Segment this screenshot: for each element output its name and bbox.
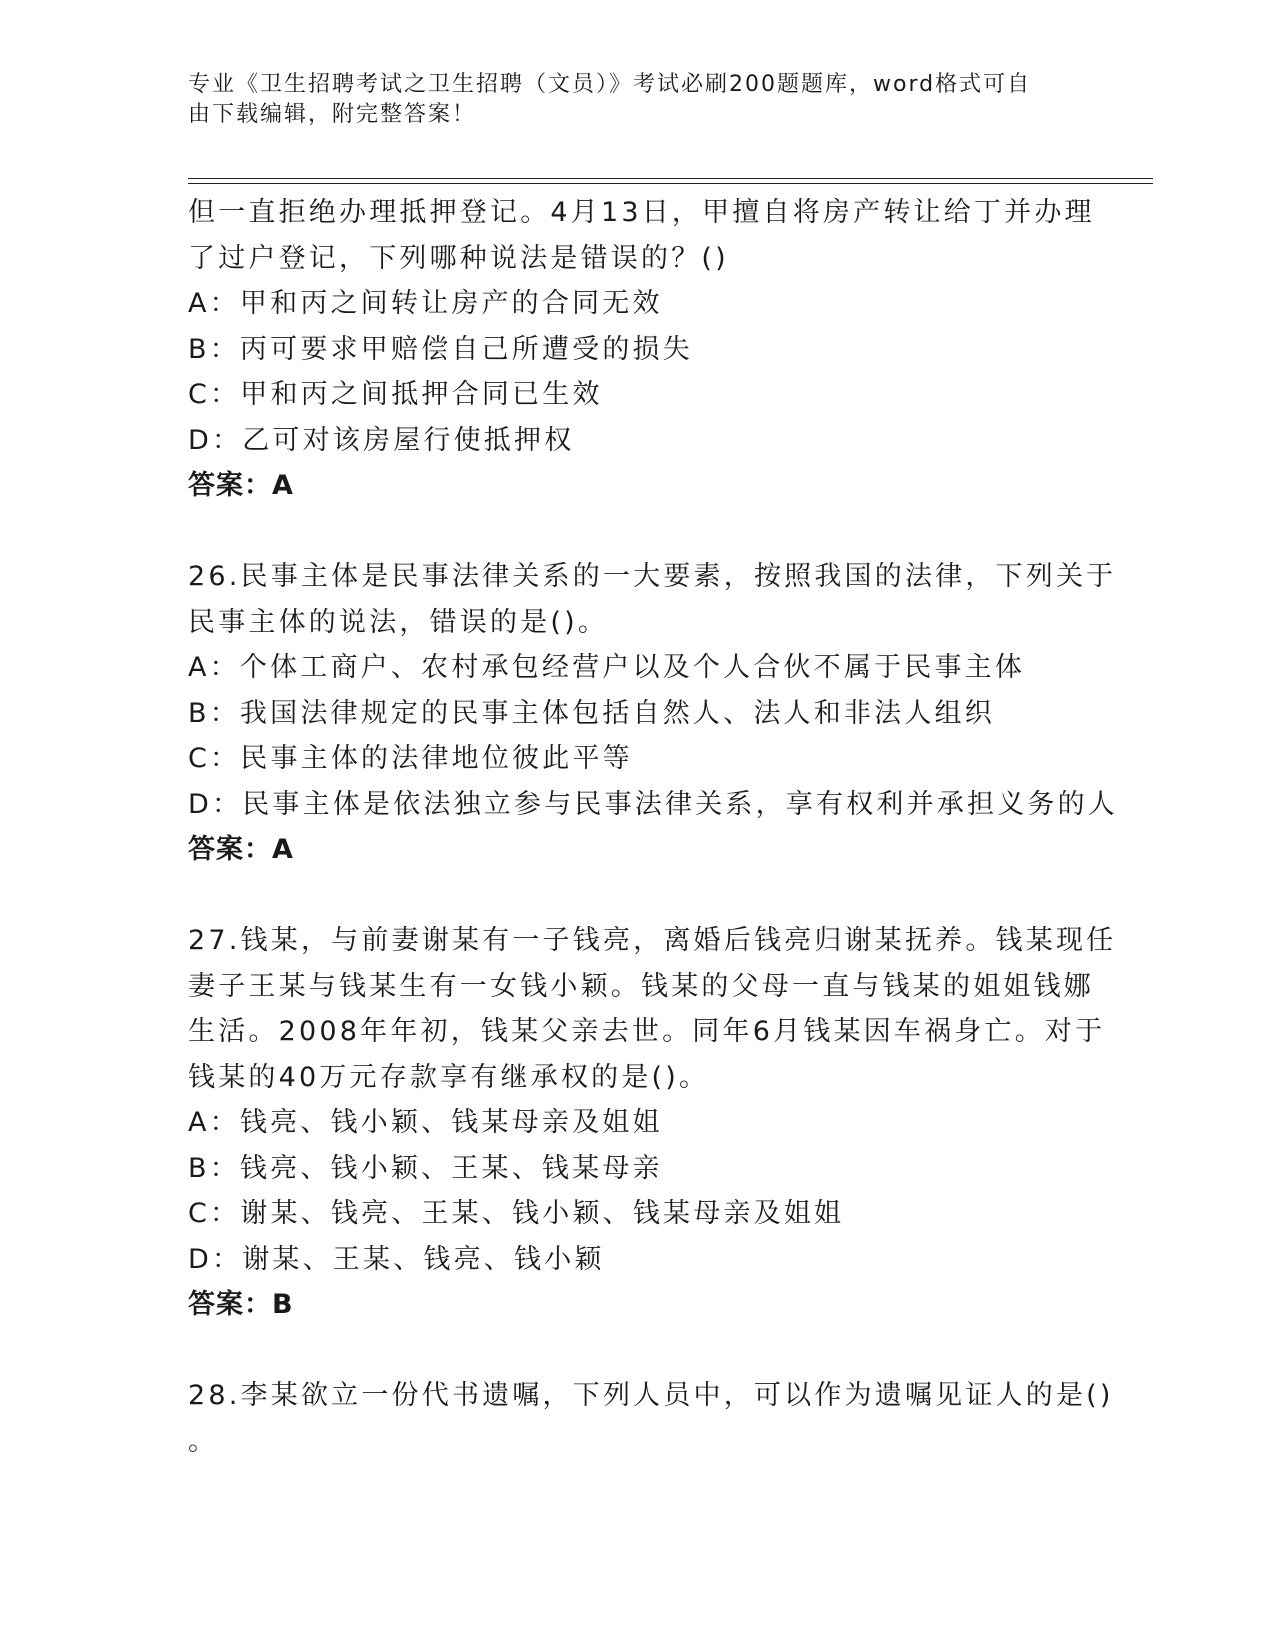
option-c: C：谢某、钱亮、王某、钱小颖、钱某母亲及姐姐 (188, 1198, 845, 1229)
option-b: B：我国法律规定的民事主体包括自然人、法人和非法人组织 (188, 697, 995, 729)
question-text-line: 民事主体的说法，错误的是()。 (188, 606, 609, 638)
question-27 (188, 918, 1117, 1328)
header-divider-top (188, 178, 1153, 179)
question-25 (188, 190, 1095, 509)
option-c: C：民事主体的法律地位彼此平等 (188, 743, 633, 774)
option-b: B：钱亮、钱小颖、王某、钱某母亲 (188, 1152, 663, 1184)
answer: 答案：A (188, 470, 294, 501)
header-title-line-2: 由下载编辑，附完整答案！ (188, 102, 477, 127)
question-text-line: 27.钱某，与前妻谢某有一子钱亮，离婚后钱亮归谢某抚养。钱某现任 (188, 925, 1117, 956)
question-text-line: 钱某的40万元存款享有继承权的是()。 (188, 1061, 710, 1093)
question-text-line: 生活。2008年年初，钱某父亲去世。同年6月钱某因车祸身亡。对于 (188, 1016, 1106, 1047)
question-text-line: 28.李某欲立一份代书遗嘱，下列人员中，可以作为遗嘱见证人的是() (188, 1380, 1114, 1411)
option-a: A：钱亮、钱小颖、钱某母亲及姐姐 (188, 1107, 663, 1138)
option-d: D：谢某、王某、钱亮、钱小颖 (188, 1243, 605, 1275)
header-divider-bottom (188, 183, 1153, 184)
answer: 答案：A (188, 834, 294, 865)
spacer (188, 873, 1088, 919)
question-26 (188, 554, 1118, 873)
question-list (188, 190, 1118, 1464)
question-text-line: 。 (188, 1425, 219, 1457)
option-a: A：甲和丙之间转让房产的合同无效 (188, 288, 663, 319)
option-d: D：民事主体是依法独立参与民事法律关系，享有权利并承担义务的人 (188, 788, 1118, 820)
header-title-line-1: 专业《卫生招聘考试之卫生招聘（文员）》考试必刷200题题库，word格式可自 (188, 72, 1032, 97)
answer: 答案：B (188, 1289, 294, 1320)
document-header (188, 70, 1068, 130)
question-28 (188, 1373, 1114, 1464)
question-text-line: 妻子王某与钱某生有一女钱小颖。钱某的父母一直与钱某的姐姐钱娜 (188, 970, 1094, 1002)
option-b: B：丙可要求甲赔偿自己所遭受的损失 (188, 333, 693, 365)
spacer (188, 1328, 1088, 1374)
question-text-line: 但一直拒绝办理抵押登记。4月13日，甲擅自将房产转让给丁并办理 (188, 197, 1095, 228)
option-a: A：个体工商户、农村承包经营户以及个人合伙不属于民事主体 (188, 652, 1026, 683)
spacer (188, 509, 1088, 555)
option-d: D：乙可对该房屋行使抵押权 (188, 424, 575, 456)
question-text-line: 了过户登记，下列哪种说法是错误的？() (188, 242, 729, 274)
option-c: C：甲和丙之间抵押合同已生效 (188, 379, 603, 410)
question-text-line: 26.民事主体是民事法律关系的一大要素，按照我国的法律，下列关于 (188, 561, 1117, 592)
